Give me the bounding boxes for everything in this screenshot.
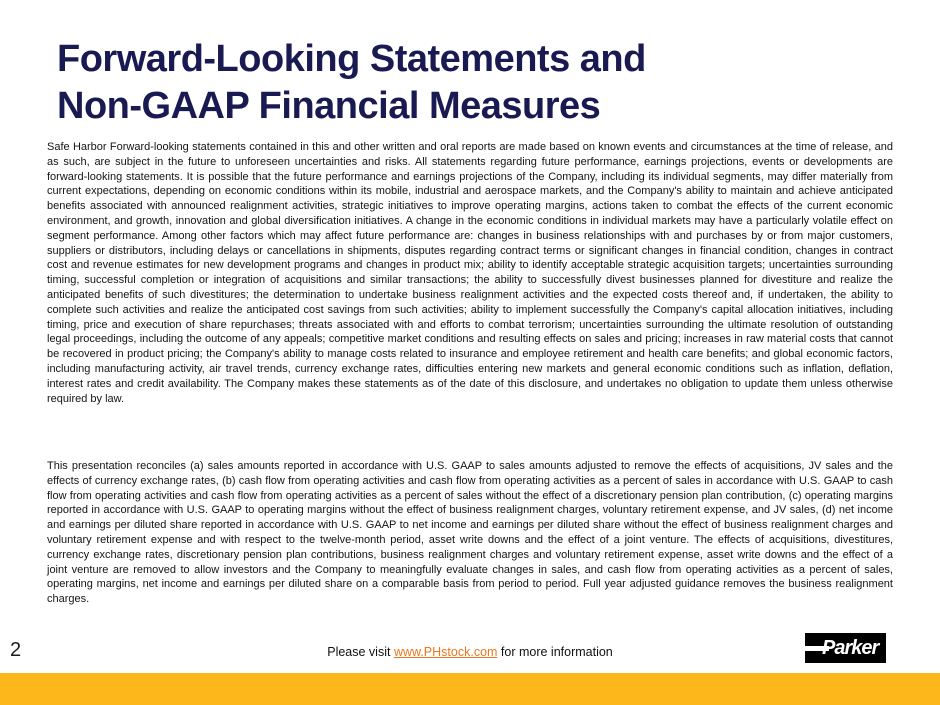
reconciliation-paragraph: This presentation reconciles (a) sales amounts reported in accordance with U.S. GAAP to sales amounts adjusted to remove the effects of acquisitions, JV sales and the effects of currency exchange rates, (b) cash flow from operating activities and cash flow from operating activities as a percent of sales in accordance with U.S. GAAP to cash flow from operating activities and cash flow from operating activities as a percent of sales without the effect of a discretionary pension plan contribution, (c) operating margins reported in accordance with U.S. GAAP to operating margins without the effect of business realignment charges, voluntary retirement expense, and JV sales, (d) net income and earnings per diluted share reported in accordance with U.S. GAAP to net income and earnings per diluted share without the effect of business realignment charges and voluntary retirement expense and with respect to the twelve-month period, asset write downs and the effect of a joint venture. The effects of acquisitions, divestitures, currency exchange rates, discretionary pension plan contributions, business realignment charges and voluntary retirement expense, asset write downs and the effect of a joint venture are removed to allow investors and the Company to meaningfully evaluate changes in sales, and cash flow from operating activities as a percent of sales, operating margins, net income and earnings per diluted share on a comparable basis from period to period. Full year adjusted guidance removes the business realignment charges. (47, 460, 893, 606)
page-title-line-1: Forward-Looking Statements and (57, 38, 646, 80)
page-number: 2 (10, 639, 22, 661)
parker-logo-text: Parker (822, 637, 879, 659)
parker-logo (805, 633, 886, 663)
footer-note (0, 645, 940, 659)
phstock-link[interactable]: www.PHstock.com (393, 645, 498, 659)
footer-text-post: for more information (497, 645, 613, 659)
page-title-line-2: Non-GAAP Financial Measures (57, 85, 601, 127)
bottom-accent-bar (0, 673, 940, 705)
page-title (57, 36, 817, 130)
safe-harbor-paragraph: Safe Harbor Forward-looking statements contained in this and other written and oral reports are made based on known events and circumstances at the time of release, and as such, are subject in the future to unforeseen uncertainties and risks. All statements regarding future performance, earnings projections, events or developments are forward-looking statements. It is possible that the future performance and earnings projections of the Company, including its individual segments, may differ materially from current expectations, depending on economic conditions within its mobile, industrial and aerospace markets, and the Company's ability to maintain and achieve anticipated benefits associated with announced realignment activities, strategic initiatives to improve operating margins, actions taken to combat the effects of the current economic environment, and growth, innovation and global diversification initiatives. A change in the economic conditions in individual markets may have a particularly volatile effect on segment performance. Among other factors which may affect future performance are: changes in business relationships with and purchases by or from major customers, suppliers or distributors, including delays or cancellations in shipments, disputes regarding contract terms or significant changes in financial condition, changes in contract cost and revenue estimates for new development programs and changes in product mix; ability to identify acceptable strategic acquisition targets; uncertainties surrounding timing, successful completion or integration of acquisitions and similar transactions; the ability to successfully divest businesses planned for divestiture and realize the anticipated benefits of such divestitures; the determination to undertake business realignment activities and the expected costs thereof and, if undertaken, the ability to complete such activities and realize the anticipated cost savings from such activities; ability to implement successfully the Company's capital allocation initiatives, including timing, price and execution of share repurchases; threats associated with and efforts to combat terrorism; uncertainties surrounding the ultimate resolution of outstanding legal proceedings, including the outcome of any appeals; competitive market conditions and resulting effects on sales and pricing; increases in raw material costs that cannot be recovered in product pricing; the Company's ability to manage costs related to insurance and employee retirement and health care benefits; and global economic factors, including manufacturing activity, air travel trends, currency exchange rates, difficulties entering new markets and general economic conditions such as inflation, deflation, interest rates and credit availability. The Company makes these statements as of the date of this disclosure, and undertakes no obligation to update them unless otherwise required by law. (47, 141, 893, 405)
footer-text-pre: Please visit (327, 645, 394, 659)
